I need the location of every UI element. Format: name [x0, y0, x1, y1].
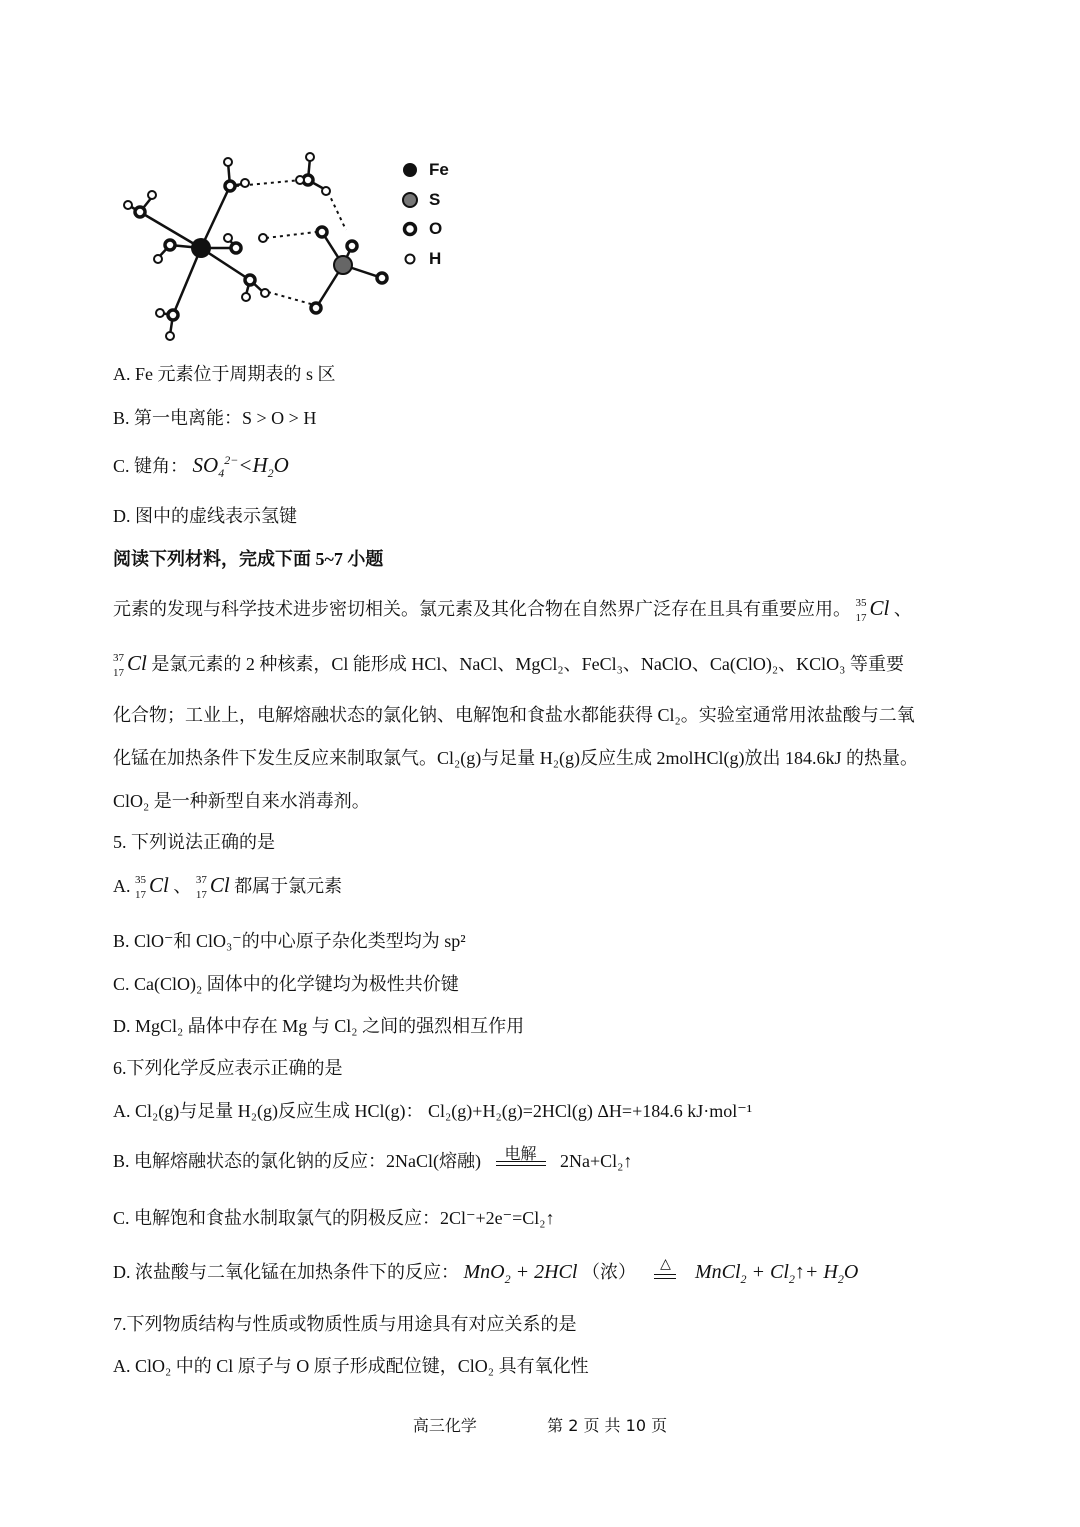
material-line-3: 化合物；工业上，电解熔融状态的氯化钠、电解饱和食盐水都能获得 Cl₂。实验室通常用浓盐酸与二氧: [113, 705, 915, 725]
q6-option-b: [113, 1147, 632, 1173]
q4-option-c-label: C. 键角：: [113, 456, 189, 476]
material-line-1: 元素的发现与科学技术进步密切相关。氯元素及其化合物在自然界广泛存在且具有重要应用。 35 17 Cl 、: [113, 596, 912, 624]
q7-option-a: A. ClO₂ 中的 Cl 原子与 O 原子形成配位键，ClO₂ 具有氧化性: [113, 1356, 589, 1376]
q6-option-d-conc: （浓）: [581, 1262, 636, 1282]
q7-stem: 7.下列物质结构与性质或物质性质与用途具有对应关系的是: [113, 1314, 577, 1334]
material-line-4: 化锰在加热条件下发生反应来制取氯气。Cl₂(g)与足量 H₂(g)反应生成 2molHCl(g)放出 184.6kJ 的热量。: [113, 748, 919, 768]
electrolysis-arrow: [496, 1146, 546, 1173]
page-footer: [0, 1413, 1080, 1436]
q5-option-b: B. ClO⁻和 ClO₃⁻的中心原子杂化类型均为 sp²: [113, 931, 466, 951]
molecule-figure: [118, 150, 478, 345]
q4-option-d: D. 图中的虚线表示氢键: [113, 506, 297, 526]
footer-page-number: 第 2 页 共 10 页: [547, 1416, 668, 1435]
legend-h: H: [429, 249, 442, 268]
footer-subject: 高三化学: [412, 1416, 477, 1435]
material-text-1: 元素的发现与科学技术进步密切相关。氯元素及其化合物在自然界广泛存在且具有重要应用。: [113, 599, 851, 619]
q6-stem: 6.下列化学反应表示正确的是: [113, 1058, 343, 1078]
q5-option-c: C. Ca(ClO)₂ 固体中的化学键均为极性共价键: [113, 974, 459, 994]
material-line-2: 37 17 Cl 是氯元素的 2 种核素，Cl 能形成 HCl、NaCl、MgCl₂、FeCl₃、NaClO、Ca(ClO)₂、KClO₃ 等重要: [113, 651, 904, 679]
q5-stem: 5. 下列说法正确的是: [113, 832, 275, 852]
q5-option-a: A. 35 17 Cl 、 37 17 Cl 都属于氯元素: [113, 873, 343, 901]
q6-option-b-product: 2Na+Cl₂↑: [560, 1151, 633, 1171]
legend-fe: Fe: [429, 160, 449, 179]
cl35-isotope: 35 17: [855, 596, 867, 624]
cl37-isotope: 37 17: [113, 651, 124, 679]
q6-option-d-text: D. 浓盐酸与二氧化锰在加热条件下的反应：: [113, 1262, 459, 1282]
legend-o: O: [429, 219, 443, 238]
q5-option-a-text: 都属于氯元素: [234, 876, 343, 896]
q6-option-c: C. 电解饱和食盐水制取氯气的阴极反应：2Cl⁻+2e⁻=Cl₂↑: [113, 1208, 555, 1228]
cl35-isotope-q5: 35 17: [135, 873, 146, 901]
q6-option-d: D. 浓盐酸与二氧化锰在加热条件下的反应： MnO$_2$ + 2HCl （浓） △ MnCl$_2$ + $Cl_2↑+ H_2O$: [113, 1257, 859, 1286]
cl37-isotope-q5: 37 17: [195, 873, 207, 901]
q4-option-b: B. 第一电离能：S > O > H: [113, 408, 317, 428]
q6-option-a: A. Cl₂(g)与足量 H₂(g)反应生成 HCl(g)： Cl₂(g)+H₂(g)=2HCl(g) ΔH=+184.6 kJ·mol⁻¹: [113, 1101, 753, 1121]
heating-arrow: [654, 1257, 676, 1287]
q4-option-a: A. Fe 元素位于周期表的 s 区: [113, 364, 336, 384]
material-line-5: ClO₂ 是一种新型自来水消毒剂。: [113, 791, 370, 811]
hydrated-iron-sulfate-structure: [118, 150, 478, 345]
material-text-2: 是氯元素的 2 种核素，Cl 能形成 HCl、NaCl、MgCl₂、FeCl₃、NaClO、Ca(ClO)₂、KClO₃ 等重要: [151, 654, 904, 674]
bond-angle-formula: $SO_4^{2-}<H_2O$: [192, 453, 289, 481]
electrolysis-condition: 电解: [504, 1146, 537, 1163]
q5-option-d: D. MgCl₂ 晶体中存在 Mg 与 Cl₂ 之间的强烈相互作用: [113, 1016, 525, 1036]
legend-s: S: [429, 190, 441, 209]
q6-option-b-text: B. 电解熔融状态的氯化钠的反应：2NaCl(熔融): [113, 1151, 481, 1171]
q4-option-c: [113, 452, 289, 481]
heating-condition: △: [660, 1257, 671, 1272]
section-heading: 阅读下列材料，完成下面 5~7 小题: [113, 549, 384, 569]
